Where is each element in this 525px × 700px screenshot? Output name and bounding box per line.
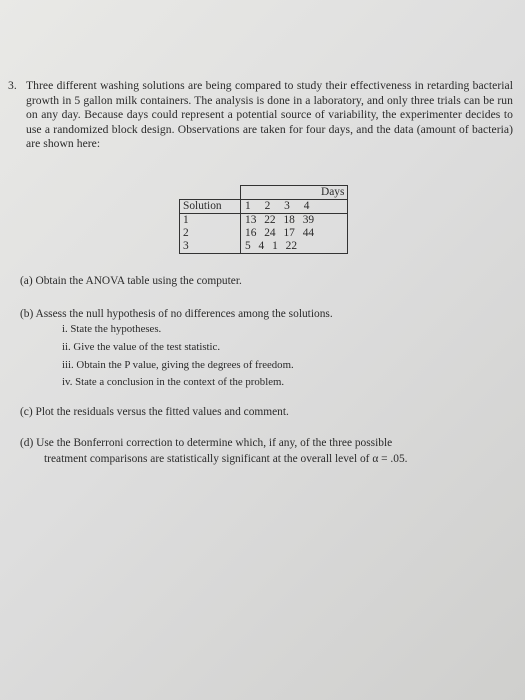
day-label: 1	[245, 200, 251, 212]
day-label: 3	[284, 200, 290, 212]
values-cell: 16 24 17 44	[241, 227, 348, 240]
days-header: Days	[241, 186, 348, 200]
problem-text: Three different washing solutions are being compared to study their effectiveness in retarding bacterial growth in 5 gallon milk containers. The analysis is done in a laboratory, and only three trials can be run on any day. Because days could represent a potential source of variability, the experimenter decides to use a randomized block design. Observations are taken for four days, and the data (amount of bacteria) are shown here:	[26, 79, 513, 151]
day-label: 2	[264, 200, 271, 212]
part-b-i: i. State the hypotheses.	[62, 323, 162, 335]
column-header-row	[180, 200, 348, 214]
problem-number: 3.	[8, 79, 17, 92]
values-cell: 5 4 1 22	[241, 240, 348, 254]
solution-cell: 1	[180, 214, 241, 228]
part-c: (c) Plot the residuals versus the fitted values and comment.	[20, 406, 289, 418]
bacteria-data-table	[179, 185, 348, 254]
part-b-iii: iii. Obtain the P value, giving the degrees of freedom.	[62, 359, 294, 371]
table-row	[180, 240, 348, 254]
part-a: (a) Obtain the ANOVA table using the computer.	[20, 275, 242, 287]
solution-cell: 3	[180, 240, 241, 254]
day-labels	[241, 200, 348, 214]
solution-cell: 2	[180, 227, 241, 240]
table-row	[180, 214, 348, 228]
solution-header: Solution	[180, 200, 241, 214]
part-b-iv: iv. State a conclusion in the context of the problem.	[62, 376, 285, 388]
days-header-row	[180, 186, 348, 200]
part-b-ii: ii. Give the value of the test statistic.	[62, 341, 221, 353]
day-label: 4	[303, 200, 310, 212]
part-d-line-1: (d) Use the Bonferroni correction to determine which, if any, of the three possible	[20, 437, 393, 449]
table-row	[180, 227, 348, 240]
part-d-line-2: treatment comparisons are statistically significant at the overall level of α = .05.	[44, 453, 408, 465]
part-b: (b) Assess the null hypothesis of no differences among the solutions.	[20, 308, 333, 320]
values-cell: 13 22 18 39	[241, 214, 348, 228]
